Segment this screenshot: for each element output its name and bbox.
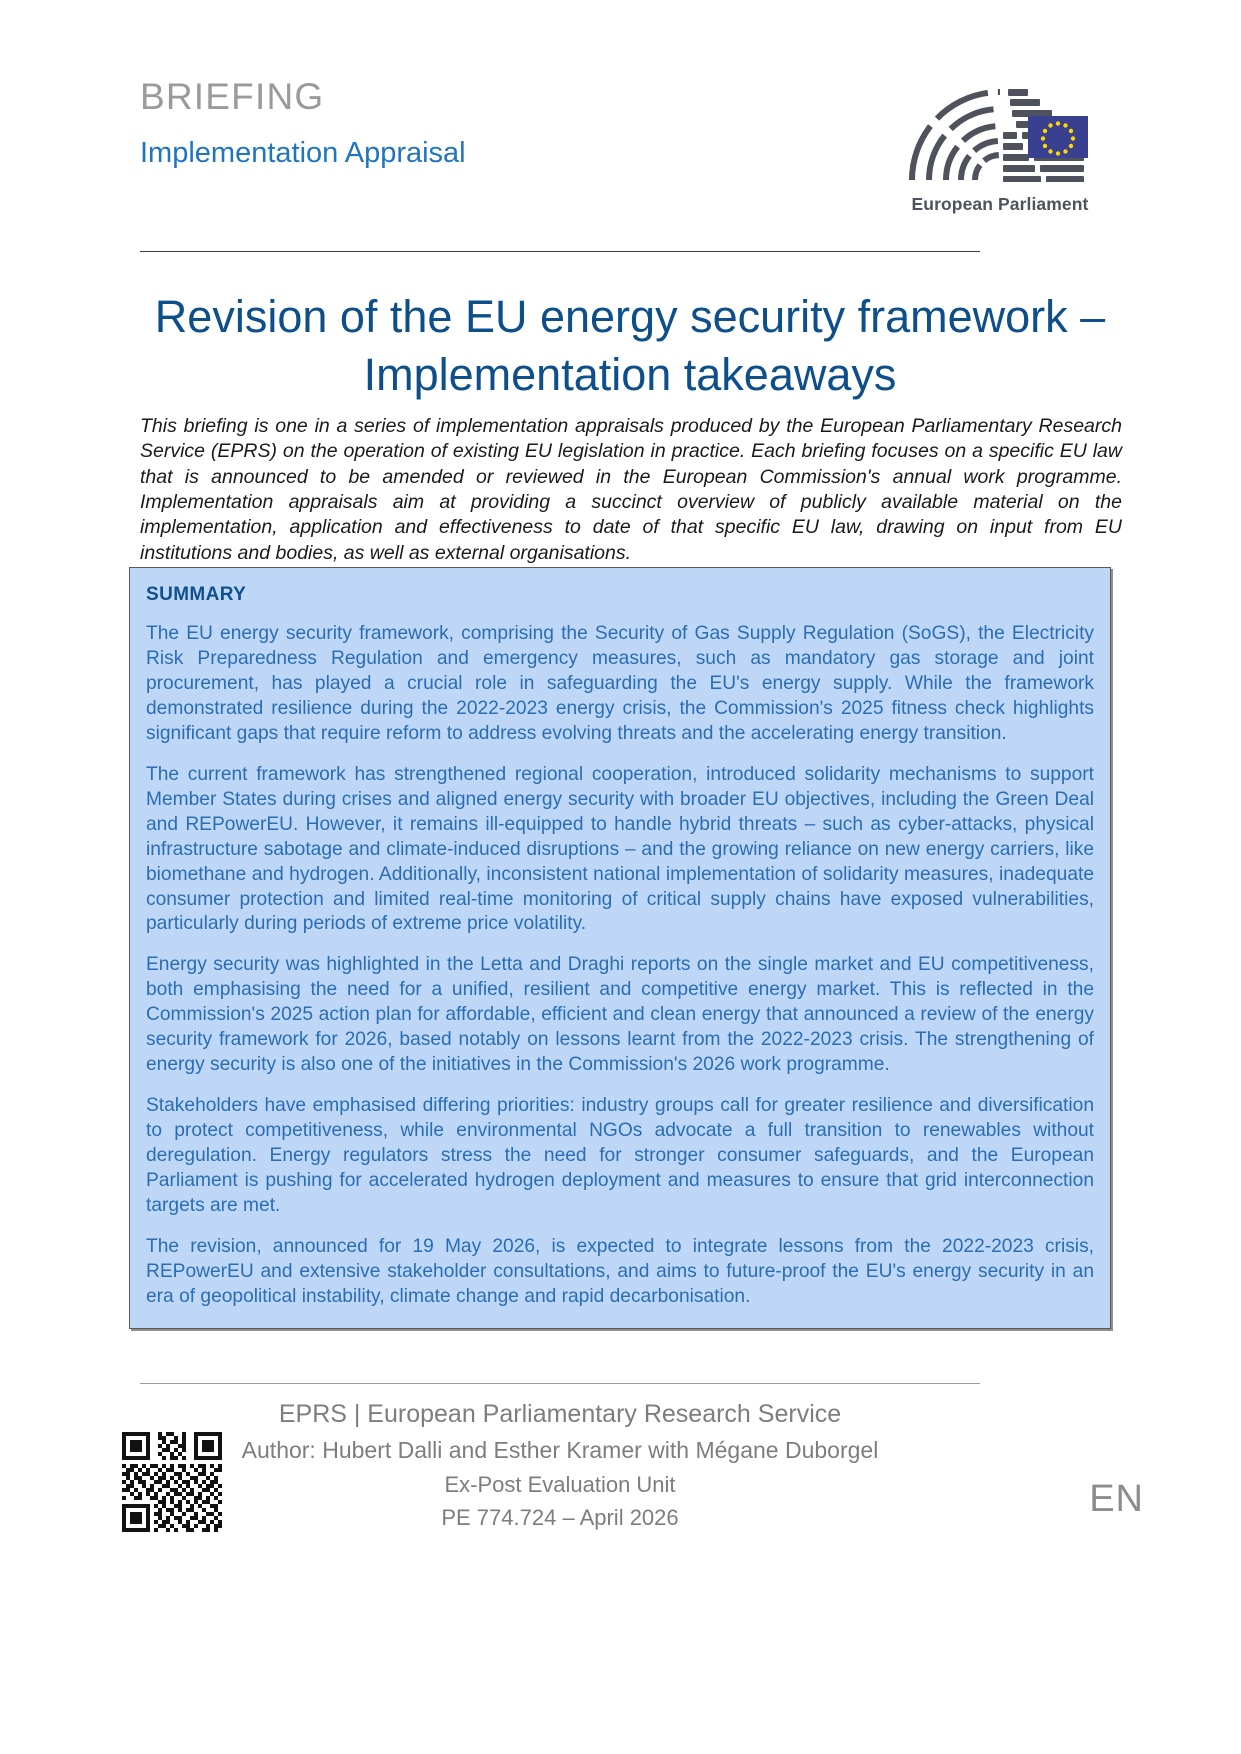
header-titles — [140, 78, 466, 168]
page-title: Revision of the EU energy security framework – Implementation takeaways — [154, 291, 1106, 400]
summary-paragraph: The current framework has strengthened regional cooperation, introduced solidarity mechanisms to support Member States during crises and aligned energy security with broader EU objectives, including the Green Deal and REPowerEU. However, it remains ill-equipped to handle hybrid threats – such as cyber-attacks, physical infrastructure sabotage and climate-induced disruptions – and the growing reliance on new energy carriers, like biomethane and hydrogen. Additionally, inconsistent national implementation of solidarity measures, inadequate consumer protection and limited real-time monitoring of critical supply chains have exposed vulnerabilities, particularly during periods of extreme price volatility. — [146, 763, 1094, 935]
page-header — [140, 78, 1100, 228]
european-parliament-hemicycle-icon — [900, 80, 1100, 182]
eu-flag-icon — [1028, 116, 1088, 158]
footer-divider — [140, 1383, 980, 1384]
page-footer — [140, 1395, 980, 1535]
european-parliament-logo — [900, 80, 1100, 215]
language-code: EN — [1089, 1478, 1144, 1520]
header-subtitle: Implementation Appraisal — [140, 137, 466, 169]
footer-reference: PE 774.724 – April 2026 — [441, 1505, 679, 1531]
header-divider — [140, 251, 980, 252]
summary-paragraph: Stakeholders have emphasised differing priorities: industry groups call for greater resilience and diversification to protect competitiveness, while environmental NGOs advocate a full transition to renewables without deregulation. Energy regulators stress the need for stronger consumer safeguards, and the European Parliament is pushing for accelerated hydrogen deployment and measures to ensure that grid interconnection targets are met. — [146, 1095, 1094, 1217]
footer-unit: Ex-Post Evaluation Unit — [444, 1471, 676, 1497]
intro-paragraph: This briefing is one in a series of implementation appraisals produced by the European Parliamentary Research Service (EPRS) on the operation of existing EU legislation in practice. Each briefing focuses on a specific EU law that is announced to be amended or reviewed in the European Commission's annual work programme. Implementation appraisals aim at providing a succinct overview of publicly available material on the implementation, application and effectiveness to date of that specific EU law, drawing on input from EU institutions and bodies, as well as external organisations. — [140, 415, 1122, 564]
summary-heading: SUMMARY — [146, 584, 247, 605]
summary-box — [129, 567, 1111, 1329]
footer-service: EPRS | European Parliamentary Research Service — [278, 1400, 842, 1428]
summary-paragraph: The revision, announced for 19 May 2026, is expected to integrate lessons from the 2022-2023 crisis, REPowerEU and extensive stakeholder consultations, and aims to future-proof the EU's energy security in an era of geopolitical instability, climate change and rapid decarbonisation. — [146, 1235, 1094, 1307]
qr-code-icon[interactable] — [122, 1432, 222, 1532]
european-parliament-logo-text: European Parliament — [911, 194, 1089, 214]
summary-paragraph: Energy security was highlighted in the Letta and Draghi reports on the single market and EU competitiveness, both emphasising the need for a unified, resilient and competitive energy market. This is reflected in the Commission's 2025 action plan for affordable, efficient and clean energy that announced a review of the energy security framework for 2026, based notably on lessons learnt from the 2022-2023 crisis. The strengthening of energy security is also one of the initiatives in the Commission's 2026 work programme. — [146, 954, 1094, 1076]
summary-paragraph: The EU energy security framework, comprising the Security of Gas Supply Regulation (SoGS), the Electricity Risk Preparedness Regulation and emergency measures, such as mandatory gas storage and joint procurement, has played a crucial role in safeguarding the EU's energy supply. While the framework demonstrated resilience during the 2022-2023 energy crisis, the Commission's 2025 fitness check highlights significant gaps that require reform to address evolving threats and the accelerating energy transition. — [146, 623, 1094, 744]
footer-author: Author: Hubert Dalli and Esther Kramer with Mégane Duborgel — [241, 1437, 879, 1463]
briefing-label: BRIEFING — [140, 76, 325, 117]
